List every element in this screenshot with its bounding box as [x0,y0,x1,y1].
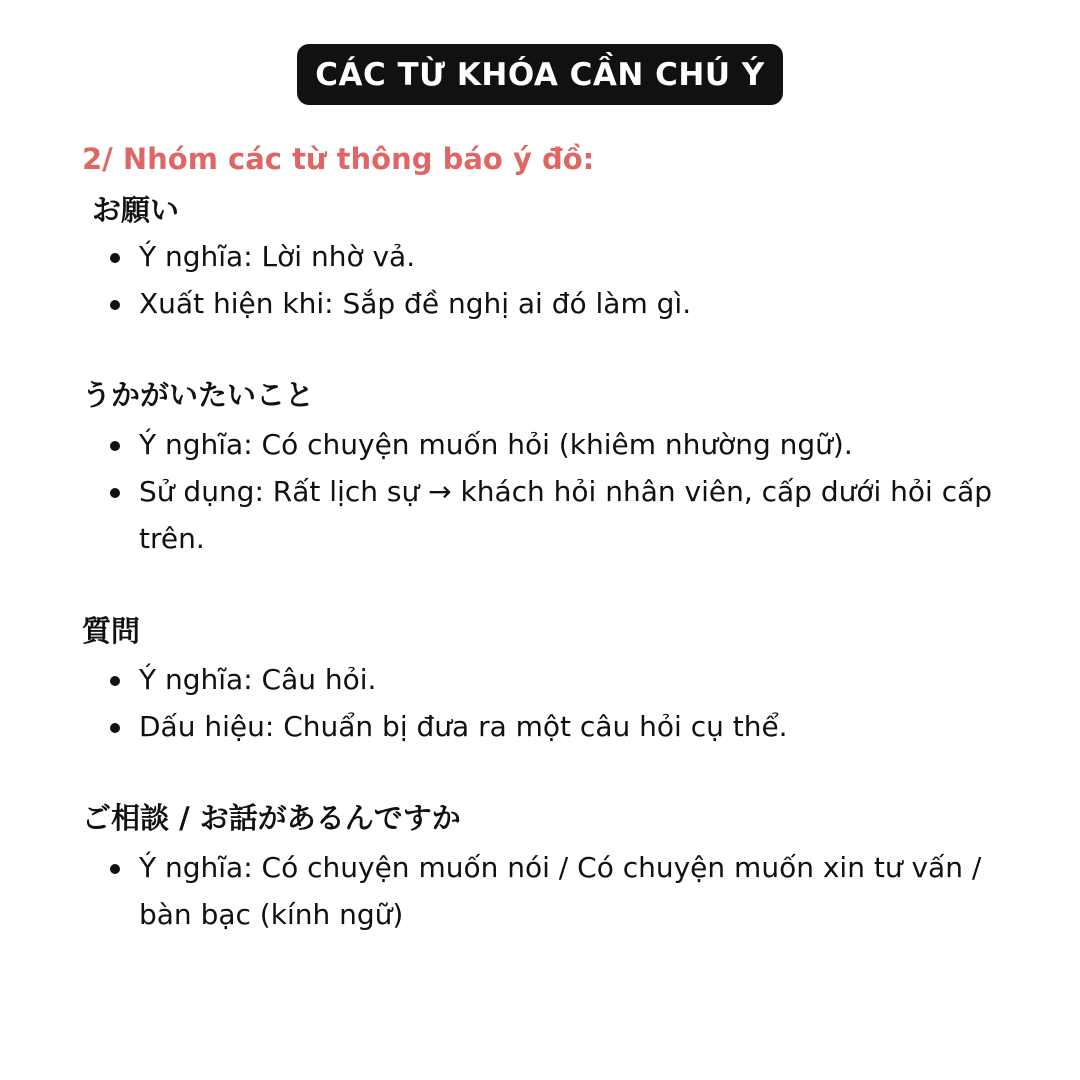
title-badge [297,44,783,105]
bullet-list-shitsumon [105,656,1015,750]
keyword-shitsumon: 質問 [82,614,141,648]
keyword-onegai: お願い [92,193,180,227]
bullet-list-ukagaitaikoto [105,421,1015,562]
keyword-ukagaitaikoto: うかがいたいこと [82,378,315,412]
list-item: Xuất hiện khi: Sắp đề nghị ai đó làm gì. [105,280,1015,327]
list-item: Dấu hiệu: Chuẩn bị đưa ra một câu hỏi cụ thể. [105,703,1015,750]
bullet-list-onegai [105,233,1015,327]
list-item: Ý nghĩa: Có chuyện muốn nói / Có chuyện muốn xin tư vấn / bàn bạc (kính ngữ) [105,844,1015,938]
list-item: Ý nghĩa: Lời nhờ vả. [105,233,1015,280]
keyword-gosoudan: ご相談 / お話があるんですか [82,801,461,835]
page-title: CÁC TỪ KHÓA CẦN CHÚ Ý [315,56,765,93]
list-item: Ý nghĩa: Câu hỏi. [105,656,1015,703]
list-item: Ý nghĩa: Có chuyện muốn hỏi (khiêm nhường ngữ). [105,421,1015,468]
bullet-list-gosoudan [105,844,1015,938]
list-item: Sử dụng: Rất lịch sự → khách hỏi nhân viên, cấp dưới hỏi cấp trên. [105,468,1015,562]
section-heading: 2/ Nhóm các từ thông báo ý đồ: [82,142,595,176]
